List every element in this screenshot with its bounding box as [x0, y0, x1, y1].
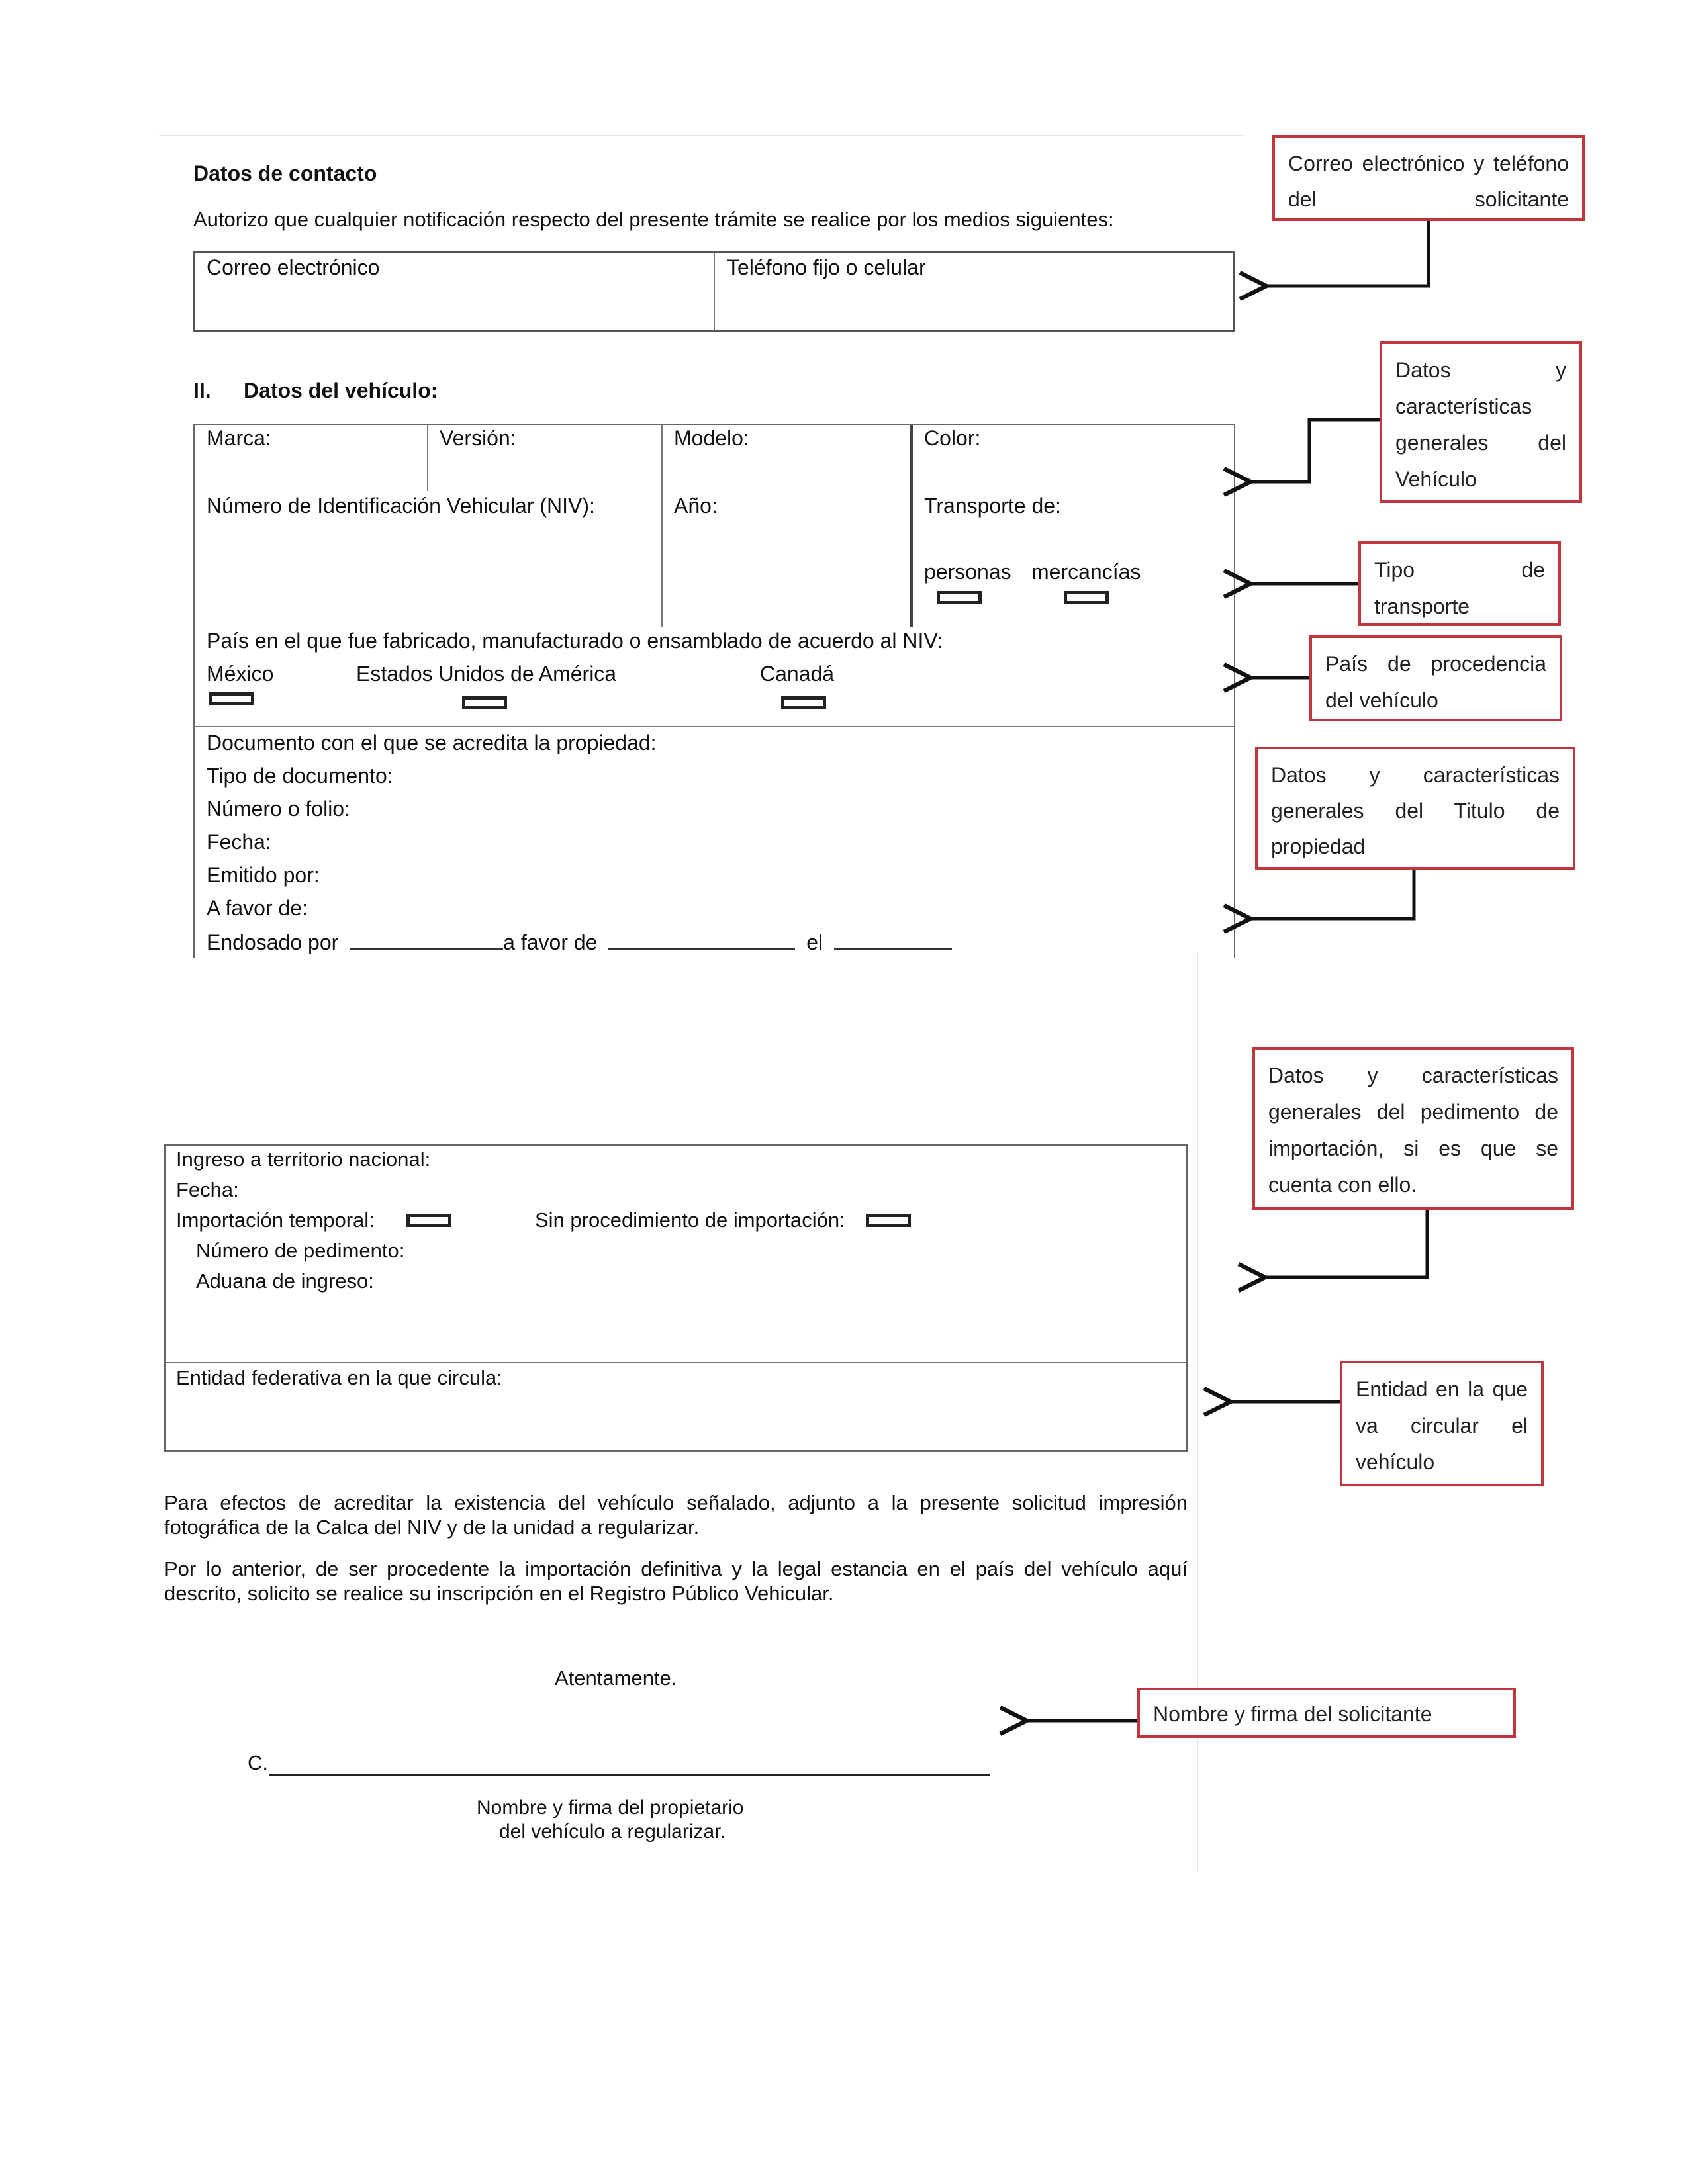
country-label: País en el que fue fabricado, manufacturado o ensamblado de acuerdo al NIV: — [207, 629, 943, 653]
closing-paragraph-2: Por lo anterior, de ser procedente la importación definitiva y la legal estancia en el país del vehículo aquí descrito, solicito se realice su inscripción en el Registro Público Vehicular. — [164, 1557, 1188, 1605]
arrow-vehicle-data — [1247, 420, 1380, 482]
fecha-label: Fecha: — [207, 830, 271, 854]
mexico-label: México — [207, 662, 274, 686]
vehicle-section-title: Datos del vehículo: — [244, 379, 438, 402]
emitido-label: Emitido por: — [207, 863, 320, 887]
signature-caption-2: del vehículo a regularizar. — [499, 1821, 726, 1843]
transporte-label: Transporte de: — [924, 494, 1061, 518]
canada-label: Canadá — [760, 662, 835, 686]
annotation-origin-country: País de procedencia del vehículo — [1309, 635, 1562, 721]
a-favor-de-label: a favor de — [503, 931, 598, 954]
annotation-title-data: Datos y características generales del Titulo de propiedad — [1255, 747, 1575, 870]
arrow-contact — [1263, 221, 1429, 286]
niv-label: Número de Identificación Vehicular (NIV): — [207, 494, 595, 518]
usa-label: Estados Unidos de América — [356, 662, 617, 686]
c-prefix: C. — [248, 1751, 268, 1774]
entidad-label: Entidad federativa en la que circula: — [176, 1366, 502, 1389]
annotation-vehicle-data: Datos y características generales del Vehículo — [1380, 341, 1582, 503]
annotation-signature: Nombre y firma del solicitante — [1137, 1688, 1516, 1738]
arrow-import-data — [1262, 1210, 1427, 1277]
contact-title: Datos de contacto — [193, 161, 377, 185]
annotation-contact: Correo electrónico y teléfono del solicitante — [1272, 135, 1585, 221]
anio-label: Año: — [674, 494, 718, 518]
el-label: el — [806, 931, 823, 954]
annotation-transport-type: Tipo de transporte — [1358, 541, 1561, 626]
import-fecha-label: Fecha: — [176, 1178, 239, 1201]
marca-label: Marca: — [207, 426, 271, 450]
phone-field-label[interactable]: Teléfono fijo o celular — [727, 255, 926, 279]
personas-label: personas — [924, 560, 1011, 584]
aduana-label: Aduana de ingreso: — [196, 1269, 374, 1293]
a-favor-label: A favor de: — [207, 896, 308, 920]
ingreso-label: Ingreso a territorio nacional: — [176, 1148, 431, 1171]
modelo-label: Modelo: — [674, 426, 749, 450]
temporal-label: Importación temporal: — [176, 1208, 375, 1232]
contact-authorization: Autorizo que cualquier notificación respecto del presente trámite se realice por los medios siguientes: — [193, 208, 1114, 231]
endosado-label: Endosado por — [207, 931, 339, 954]
annotation-import-data: Datos y características generales del pedimento de importación, si es que se cuenta con ello. — [1252, 1047, 1574, 1210]
arrow-title-data — [1247, 870, 1414, 919]
numero-folio-label: Número o folio: — [207, 797, 350, 821]
pedimento-label: Número de pedimento: — [196, 1239, 405, 1262]
mercancias-label: mercancías — [1031, 560, 1141, 584]
email-field-label[interactable]: Correo electrónico — [207, 255, 380, 279]
signature-caption-1: Nombre y firma del propietario — [477, 1797, 744, 1819]
color-label: Color: — [924, 426, 981, 450]
closing-paragraph-1: Para efectos de acreditar la existencia del vehículo señalado, adjunto a la presente solicitud impresión fotográfica de la Calca del NIV y de la unidad a regularizar. — [164, 1491, 1188, 1539]
annotation-entity: Entidad en la que va circular el vehículo — [1340, 1361, 1544, 1486]
ownership-title: Documento con el que se acredita la propiedad: — [207, 731, 657, 754]
tipo-documento-label: Tipo de documento: — [207, 764, 393, 788]
vehicle-section-number: II. — [193, 379, 211, 402]
version-label: Versión: — [440, 426, 516, 450]
sin-procedimiento-label: Sin procedimiento de importación: — [535, 1208, 845, 1232]
atentamente: Atentamente. — [555, 1666, 677, 1690]
